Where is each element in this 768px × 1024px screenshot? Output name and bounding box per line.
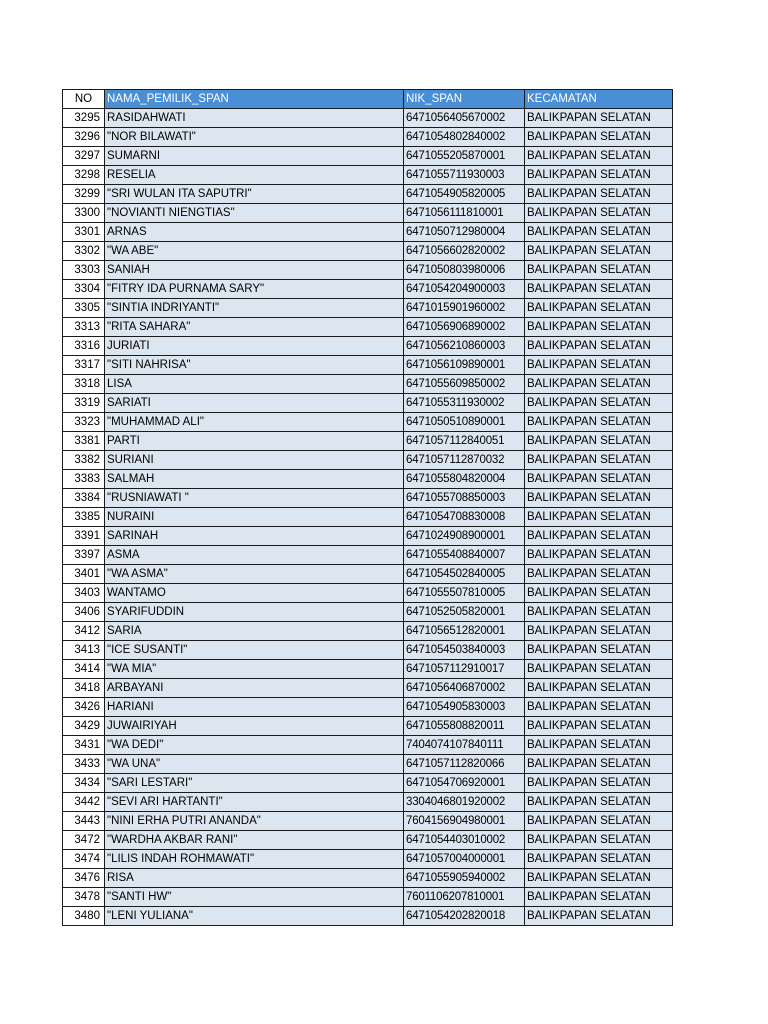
table-row bbox=[63, 793, 673, 812]
cell-no: 3302 bbox=[63, 242, 105, 261]
cell-nama-pemilik-span: "FITRY IDA PURNAMA SARY" bbox=[105, 280, 404, 299]
table-row bbox=[63, 831, 673, 850]
table-row bbox=[63, 147, 673, 166]
table-row bbox=[63, 660, 673, 679]
cell-kecamatan: BALIKPAPAN SELATAN bbox=[525, 109, 673, 128]
table-row bbox=[63, 280, 673, 299]
cell-nama-pemilik-span: SALMAH bbox=[105, 470, 404, 489]
table-row bbox=[63, 185, 673, 204]
cell-nik-span: 6471055708850003 bbox=[404, 489, 525, 508]
cell-nik-span: 6471054503840003 bbox=[404, 641, 525, 660]
cell-kecamatan: BALIKPAPAN SELATAN bbox=[525, 394, 673, 413]
cell-no: 3316 bbox=[63, 337, 105, 356]
cell-no: 3413 bbox=[63, 641, 105, 660]
cell-kecamatan: BALIKPAPAN SELATAN bbox=[525, 584, 673, 603]
table-row bbox=[63, 812, 673, 831]
cell-kecamatan: BALIKPAPAN SELATAN bbox=[525, 660, 673, 679]
cell-nama-pemilik-span: RISA bbox=[105, 869, 404, 888]
cell-nama-pemilik-span: SANIAH bbox=[105, 261, 404, 280]
cell-nama-pemilik-span: SURIANI bbox=[105, 451, 404, 470]
cell-kecamatan: BALIKPAPAN SELATAN bbox=[525, 508, 673, 527]
cell-no: 3429 bbox=[63, 717, 105, 736]
cell-no: 3319 bbox=[63, 394, 105, 413]
cell-nama-pemilik-span: "SARI LESTARI" bbox=[105, 774, 404, 793]
table-row bbox=[63, 698, 673, 717]
cell-nama-pemilik-span: "WA MIA" bbox=[105, 660, 404, 679]
cell-no: 3476 bbox=[63, 869, 105, 888]
cell-nik-span: 6471050712980004 bbox=[404, 223, 525, 242]
cell-no: 3397 bbox=[63, 546, 105, 565]
table-row bbox=[63, 223, 673, 242]
cell-no: 3434 bbox=[63, 774, 105, 793]
cell-kecamatan: BALIKPAPAN SELATAN bbox=[525, 793, 673, 812]
cell-nik-span: 6471052505820001 bbox=[404, 603, 525, 622]
cell-no: 3300 bbox=[63, 204, 105, 223]
table-row bbox=[63, 242, 673, 261]
cell-nik-span: 6471055311930002 bbox=[404, 394, 525, 413]
table-row bbox=[63, 888, 673, 907]
cell-nama-pemilik-span: WANTAMO bbox=[105, 584, 404, 603]
table-row bbox=[63, 641, 673, 660]
cell-nama-pemilik-span: "SANTI HW" bbox=[105, 888, 404, 907]
table-row bbox=[63, 527, 673, 546]
cell-nama-pemilik-span: "WA DEDI" bbox=[105, 736, 404, 755]
table-row bbox=[63, 869, 673, 888]
cell-nik-span: 6471056406870002 bbox=[404, 679, 525, 698]
cell-nama-pemilik-span: PARTI bbox=[105, 432, 404, 451]
cell-nik-span: 6471055507810005 bbox=[404, 584, 525, 603]
table-row bbox=[63, 603, 673, 622]
cell-nama-pemilik-span: "LENI YULIANA" bbox=[105, 907, 404, 926]
cell-no: 3313 bbox=[63, 318, 105, 337]
cell-nama-pemilik-span: SARIATI bbox=[105, 394, 404, 413]
cell-no: 3401 bbox=[63, 565, 105, 584]
cell-nik-span: 6471057112870032 bbox=[404, 451, 525, 470]
cell-kecamatan: BALIKPAPAN SELATAN bbox=[525, 736, 673, 755]
table-row bbox=[63, 489, 673, 508]
table-row bbox=[63, 261, 673, 280]
cell-nik-span: 7601106207810001 bbox=[404, 888, 525, 907]
cell-nik-span: 6471054802840002 bbox=[404, 128, 525, 147]
cell-no: 3391 bbox=[63, 527, 105, 546]
cell-nik-span: 6471056210860003 bbox=[404, 337, 525, 356]
cell-nama-pemilik-span: "LILIS INDAH ROHMAWATI" bbox=[105, 850, 404, 869]
cell-no: 3443 bbox=[63, 812, 105, 831]
cell-kecamatan: BALIKPAPAN SELATAN bbox=[525, 774, 673, 793]
cell-kecamatan: BALIKPAPAN SELATAN bbox=[525, 622, 673, 641]
cell-nik-span: 6471054204900003 bbox=[404, 280, 525, 299]
cell-kecamatan: BALIKPAPAN SELATAN bbox=[525, 679, 673, 698]
cell-no: 3433 bbox=[63, 755, 105, 774]
table-row bbox=[63, 679, 673, 698]
table-row bbox=[63, 774, 673, 793]
cell-no: 3298 bbox=[63, 166, 105, 185]
table-row bbox=[63, 755, 673, 774]
table-row bbox=[63, 337, 673, 356]
cell-nik-span: 6471056111810001 bbox=[404, 204, 525, 223]
cell-kecamatan: BALIKPAPAN SELATAN bbox=[525, 451, 673, 470]
table-row bbox=[63, 166, 673, 185]
cell-nama-pemilik-span: JUWAIRIYAH bbox=[105, 717, 404, 736]
cell-nik-span: 6471055905940002 bbox=[404, 869, 525, 888]
cell-kecamatan: BALIKPAPAN SELATAN bbox=[525, 888, 673, 907]
table-row bbox=[63, 318, 673, 337]
cell-no: 3317 bbox=[63, 356, 105, 375]
table-row bbox=[63, 204, 673, 223]
cell-kecamatan: BALIKPAPAN SELATAN bbox=[525, 603, 673, 622]
cell-no: 3299 bbox=[63, 185, 105, 204]
cell-no: 3301 bbox=[63, 223, 105, 242]
cell-nama-pemilik-span: "RITA SAHARA" bbox=[105, 318, 404, 337]
cell-kecamatan: BALIKPAPAN SELATAN bbox=[525, 147, 673, 166]
cell-no: 3297 bbox=[63, 147, 105, 166]
cell-nama-pemilik-span: "SINTIA INDRIYANTI" bbox=[105, 299, 404, 318]
cell-nik-span: 6471057112910017 bbox=[404, 660, 525, 679]
cell-nik-span: 6471055804820004 bbox=[404, 470, 525, 489]
table-row bbox=[63, 451, 673, 470]
cell-nik-span: 6471024908900001 bbox=[404, 527, 525, 546]
cell-nama-pemilik-span: "WARDHA AKBAR RANI" bbox=[105, 831, 404, 850]
cell-nik-span: 6471055711930003 bbox=[404, 166, 525, 185]
cell-nama-pemilik-span: ASMA bbox=[105, 546, 404, 565]
cell-kecamatan: BALIKPAPAN SELATAN bbox=[525, 831, 673, 850]
cell-kecamatan: BALIKPAPAN SELATAN bbox=[525, 432, 673, 451]
header-nik-span: NIK_SPAN bbox=[404, 90, 525, 109]
cell-kecamatan: BALIKPAPAN SELATAN bbox=[525, 812, 673, 831]
table-row bbox=[63, 128, 673, 147]
cell-nama-pemilik-span: SARIA bbox=[105, 622, 404, 641]
cell-no: 3304 bbox=[63, 280, 105, 299]
cell-no: 3403 bbox=[63, 584, 105, 603]
cell-nama-pemilik-span: RESELIA bbox=[105, 166, 404, 185]
cell-kecamatan: BALIKPAPAN SELATAN bbox=[525, 223, 673, 242]
cell-nama-pemilik-span: JURIATI bbox=[105, 337, 404, 356]
cell-nama-pemilik-span: SARINAH bbox=[105, 527, 404, 546]
table-row bbox=[63, 584, 673, 603]
cell-nik-span: 6471054905820005 bbox=[404, 185, 525, 204]
cell-kecamatan: BALIKPAPAN SELATAN bbox=[525, 204, 673, 223]
cell-kecamatan: BALIKPAPAN SELATAN bbox=[525, 717, 673, 736]
cell-nik-span: 6471015901960002 bbox=[404, 299, 525, 318]
cell-nama-pemilik-span: "RUSNIAWATI " bbox=[105, 489, 404, 508]
cell-nama-pemilik-span: "MUHAMMAD ALI" bbox=[105, 413, 404, 432]
cell-no: 3305 bbox=[63, 299, 105, 318]
cell-nik-span: 7404074107840111 bbox=[404, 736, 525, 755]
cell-nik-span: 3304046801920002 bbox=[404, 793, 525, 812]
table-row bbox=[63, 109, 673, 128]
cell-nama-pemilik-span: "NOVIANTI NIENGTIAS" bbox=[105, 204, 404, 223]
table-body bbox=[63, 109, 673, 926]
cell-no: 3431 bbox=[63, 736, 105, 755]
cell-nik-span: 6471057112840051 bbox=[404, 432, 525, 451]
table-row bbox=[63, 508, 673, 527]
cell-nik-span: 6471055408840007 bbox=[404, 546, 525, 565]
table-row bbox=[63, 470, 673, 489]
cell-nama-pemilik-span: LISA bbox=[105, 375, 404, 394]
cell-kecamatan: BALIKPAPAN SELATAN bbox=[525, 128, 673, 147]
cell-kecamatan: BALIKPAPAN SELATAN bbox=[525, 242, 673, 261]
cell-nik-span: 6471056512820001 bbox=[404, 622, 525, 641]
cell-nik-span: 6471055205870001 bbox=[404, 147, 525, 166]
table-row bbox=[63, 413, 673, 432]
cell-kecamatan: BALIKPAPAN SELATAN bbox=[525, 869, 673, 888]
cell-nik-span: 6471056405670002 bbox=[404, 109, 525, 128]
cell-kecamatan: BALIKPAPAN SELATAN bbox=[525, 356, 673, 375]
table-row bbox=[63, 299, 673, 318]
cell-kecamatan: BALIKPAPAN SELATAN bbox=[525, 280, 673, 299]
header-nama-pemilik-span: NAMA_PEMILIK_SPAN bbox=[105, 90, 404, 109]
cell-no: 3418 bbox=[63, 679, 105, 698]
data-table bbox=[62, 89, 673, 926]
cell-no: 3296 bbox=[63, 128, 105, 147]
table-row bbox=[63, 736, 673, 755]
cell-nama-pemilik-span: "NOR BILAWATI" bbox=[105, 128, 404, 147]
cell-no: 3318 bbox=[63, 375, 105, 394]
cell-kecamatan: BALIKPAPAN SELATAN bbox=[525, 166, 673, 185]
cell-nama-pemilik-span: ARNAS bbox=[105, 223, 404, 242]
table-row bbox=[63, 394, 673, 413]
cell-nama-pemilik-span: "NINI ERHA PUTRI ANANDA" bbox=[105, 812, 404, 831]
cell-kecamatan: BALIKPAPAN SELATAN bbox=[525, 318, 673, 337]
cell-nik-span: 6471054202820018 bbox=[404, 907, 525, 926]
table-row bbox=[63, 717, 673, 736]
cell-nik-span: 7604156904980001 bbox=[404, 812, 525, 831]
cell-no: 3442 bbox=[63, 793, 105, 812]
cell-no: 3412 bbox=[63, 622, 105, 641]
cell-kecamatan: BALIKPAPAN SELATAN bbox=[525, 907, 673, 926]
header-kecamatan: KECAMATAN bbox=[525, 90, 673, 109]
cell-no: 3384 bbox=[63, 489, 105, 508]
cell-nama-pemilik-span: "WA ABE" bbox=[105, 242, 404, 261]
cell-nama-pemilik-span: SYARIFUDDIN bbox=[105, 603, 404, 622]
table-row bbox=[63, 622, 673, 641]
cell-no: 3303 bbox=[63, 261, 105, 280]
cell-nama-pemilik-span: RASIDAHWATI bbox=[105, 109, 404, 128]
cell-kecamatan: BALIKPAPAN SELATAN bbox=[525, 527, 673, 546]
cell-kecamatan: BALIKPAPAN SELATAN bbox=[525, 850, 673, 869]
cell-no: 3385 bbox=[63, 508, 105, 527]
cell-no: 3323 bbox=[63, 413, 105, 432]
cell-kecamatan: BALIKPAPAN SELATAN bbox=[525, 470, 673, 489]
table-row bbox=[63, 546, 673, 565]
cell-nik-span: 6471056906890002 bbox=[404, 318, 525, 337]
cell-no: 3382 bbox=[63, 451, 105, 470]
cell-nik-span: 6471054403010002 bbox=[404, 831, 525, 850]
header-no: NO bbox=[63, 90, 105, 109]
cell-nik-span: 6471057112820066 bbox=[404, 755, 525, 774]
cell-nik-span: 6471054905830003 bbox=[404, 698, 525, 717]
cell-nama-pemilik-span: SUMARNI bbox=[105, 147, 404, 166]
cell-nama-pemilik-span: "ICE SUSANTI" bbox=[105, 641, 404, 660]
table-row bbox=[63, 565, 673, 584]
cell-nik-span: 6471055808820011 bbox=[404, 717, 525, 736]
cell-kecamatan: BALIKPAPAN SELATAN bbox=[525, 413, 673, 432]
cell-nama-pemilik-span: "SITI NAHRISA" bbox=[105, 356, 404, 375]
cell-no: 3478 bbox=[63, 888, 105, 907]
cell-nik-span: 6471054502840005 bbox=[404, 565, 525, 584]
cell-nama-pemilik-span: ARBAYANI bbox=[105, 679, 404, 698]
cell-kecamatan: BALIKPAPAN SELATAN bbox=[525, 299, 673, 318]
cell-nama-pemilik-span: HARIANI bbox=[105, 698, 404, 717]
cell-nik-span: 6471050803980006 bbox=[404, 261, 525, 280]
table-row bbox=[63, 907, 673, 926]
header-row bbox=[63, 90, 673, 109]
cell-nama-pemilik-span: NURAINI bbox=[105, 508, 404, 527]
table-row bbox=[63, 375, 673, 394]
table-row bbox=[63, 432, 673, 451]
table-row bbox=[63, 850, 673, 869]
cell-nik-span: 6471050510890001 bbox=[404, 413, 525, 432]
cell-nik-span: 6471056602820002 bbox=[404, 242, 525, 261]
cell-no: 3381 bbox=[63, 432, 105, 451]
cell-kecamatan: BALIKPAPAN SELATAN bbox=[525, 337, 673, 356]
cell-kecamatan: BALIKPAPAN SELATAN bbox=[525, 755, 673, 774]
cell-no: 3472 bbox=[63, 831, 105, 850]
cell-kecamatan: BALIKPAPAN SELATAN bbox=[525, 565, 673, 584]
cell-no: 3474 bbox=[63, 850, 105, 869]
cell-nama-pemilik-span: "SRI WULAN ITA SAPUTRI" bbox=[105, 185, 404, 204]
cell-kecamatan: BALIKPAPAN SELATAN bbox=[525, 698, 673, 717]
cell-no: 3480 bbox=[63, 907, 105, 926]
cell-no: 3406 bbox=[63, 603, 105, 622]
cell-nik-span: 6471054706920001 bbox=[404, 774, 525, 793]
table-row bbox=[63, 356, 673, 375]
cell-no: 3414 bbox=[63, 660, 105, 679]
cell-kecamatan: BALIKPAPAN SELATAN bbox=[525, 185, 673, 204]
cell-nama-pemilik-span: "SEVI ARI HARTANTI" bbox=[105, 793, 404, 812]
cell-nama-pemilik-span: "WA UNA" bbox=[105, 755, 404, 774]
cell-no: 3383 bbox=[63, 470, 105, 489]
cell-kecamatan: BALIKPAPAN SELATAN bbox=[525, 261, 673, 280]
cell-nik-span: 6471056109890001 bbox=[404, 356, 525, 375]
cell-nama-pemilik-span: "WA ASMA" bbox=[105, 565, 404, 584]
cell-no: 3295 bbox=[63, 109, 105, 128]
cell-kecamatan: BALIKPAPAN SELATAN bbox=[525, 375, 673, 394]
cell-no: 3426 bbox=[63, 698, 105, 717]
cell-nik-span: 6471054708830008 bbox=[404, 508, 525, 527]
cell-nik-span: 6471057004000001 bbox=[404, 850, 525, 869]
cell-kecamatan: BALIKPAPAN SELATAN bbox=[525, 489, 673, 508]
cell-kecamatan: BALIKPAPAN SELATAN bbox=[525, 546, 673, 565]
cell-nik-span: 6471055609850002 bbox=[404, 375, 525, 394]
table-header bbox=[63, 90, 673, 109]
cell-kecamatan: BALIKPAPAN SELATAN bbox=[525, 641, 673, 660]
